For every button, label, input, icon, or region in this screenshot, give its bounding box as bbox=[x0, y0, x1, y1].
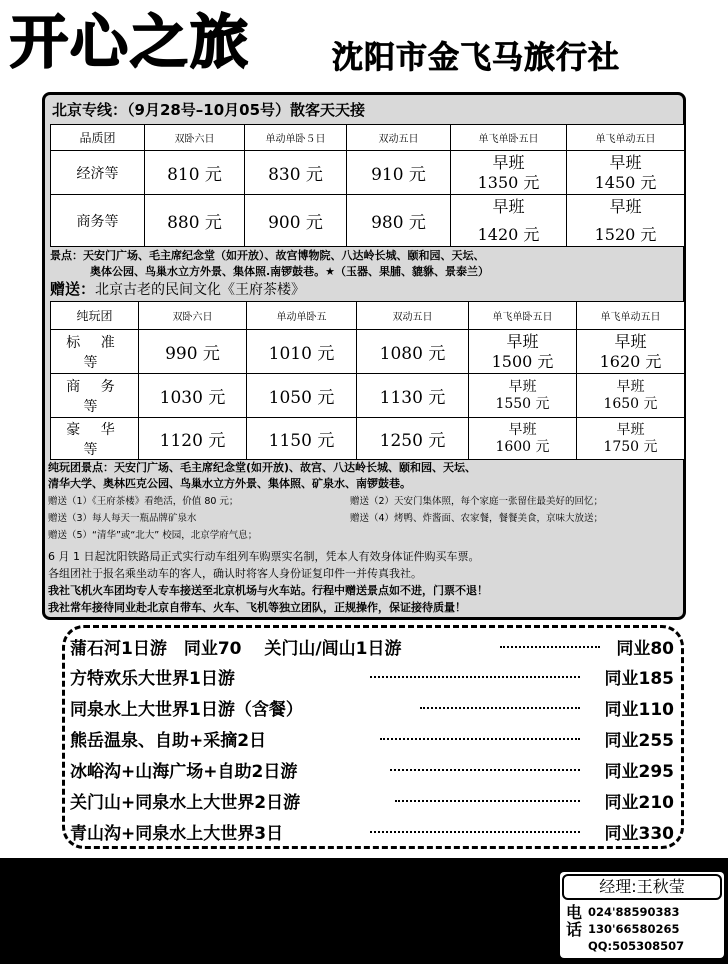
trip-row bbox=[70, 661, 678, 691]
tier-name: 商 务 等 bbox=[51, 374, 139, 418]
flight-price: 1450 元 bbox=[594, 172, 657, 192]
trip-name: 冰峪沟+山海广场+自助2日游 bbox=[70, 762, 298, 782]
flight-price-cell bbox=[451, 195, 567, 247]
table-row bbox=[51, 151, 685, 195]
contact-qq: QQ: 712013306 bbox=[262, 916, 411, 936]
table-header: 单飞单动五日 bbox=[567, 125, 685, 151]
flight-price-cell bbox=[451, 151, 567, 195]
trip-price: 同业80 bbox=[616, 639, 674, 659]
price-cell: 1150 元 bbox=[247, 418, 357, 460]
tel-label: 电话 bbox=[566, 903, 583, 939]
flight-price-cell bbox=[577, 330, 685, 374]
flight-class: 早班 bbox=[506, 331, 539, 351]
price-cell: 980 元 bbox=[347, 195, 451, 247]
table-header-row bbox=[51, 302, 685, 330]
trip-row bbox=[70, 631, 678, 661]
flight-price-cell bbox=[577, 418, 685, 460]
contact-qq: QQ: 712013305 bbox=[262, 894, 411, 914]
manager-qq: QQ:505308507 bbox=[588, 939, 685, 953]
price-cell: 900 元 bbox=[245, 195, 347, 247]
flight-price: 1600 元 bbox=[495, 438, 550, 455]
contact-phone: 024-24841345 bbox=[86, 872, 224, 892]
table-header: 单飞单卧五日 bbox=[469, 302, 577, 330]
flight-price-cell bbox=[469, 330, 577, 374]
price-cell: 910 元 bbox=[347, 151, 451, 195]
trip-price: 同业110 bbox=[604, 700, 674, 720]
contact-name: 嘉宝 bbox=[22, 872, 56, 892]
price-cell: 810 元 bbox=[145, 151, 245, 195]
flight-price: 1520 元 bbox=[594, 224, 657, 244]
flight-class: 早班 bbox=[609, 196, 642, 216]
trip-row bbox=[70, 723, 678, 753]
table-row bbox=[51, 374, 685, 418]
notice-line: 各组团社于报名乘坐动车的客人，确认时将客人身份证复印件一并传真我社。 bbox=[48, 567, 422, 580]
tier-name: 经济等 bbox=[51, 151, 145, 195]
gift-item: 赠送（3）每人每天一瓶品牌矿泉水 bbox=[48, 513, 197, 524]
flight-class: 早班 bbox=[614, 331, 647, 351]
flight-class: 早班 bbox=[508, 421, 537, 438]
trip-price: 同业255 bbox=[604, 731, 674, 751]
flight-price: 1550 元 bbox=[495, 395, 550, 412]
trip-name: 熊岳温泉、自助+采摘2日 bbox=[70, 731, 267, 751]
price-cell: 1010 元 bbox=[247, 330, 357, 374]
table-row bbox=[51, 195, 685, 247]
contact-phone: 024-24856953 bbox=[86, 916, 224, 936]
table-header: 单飞单动五日 bbox=[577, 302, 685, 330]
trip-name: 蒲石河1日游 同业70 关门山/闾山1日游 bbox=[70, 639, 402, 659]
table-row bbox=[51, 330, 685, 374]
trip-row bbox=[70, 816, 678, 846]
trip-name: 同泉水上大世界1日游（含餐） bbox=[70, 700, 303, 720]
scenic-spots-line: 景点：天安门广场、毛主席纪念堂（如开放）、故宫博物院、八达岭长城、颐和园、天坛、 bbox=[50, 249, 485, 262]
table-header: 单动单卧五 bbox=[247, 302, 357, 330]
flight-price-cell bbox=[469, 418, 577, 460]
trip-price: 同业295 bbox=[604, 762, 674, 782]
dotted-leader bbox=[380, 738, 580, 740]
dotted-leader bbox=[390, 769, 580, 771]
trip-row bbox=[70, 754, 678, 784]
table-header: 单动单卧５日 bbox=[245, 125, 347, 151]
dotted-leader bbox=[370, 676, 580, 678]
contact-name: 李伟 bbox=[22, 894, 56, 914]
flight-price-cell bbox=[567, 151, 685, 195]
tier-name: 标 准 等 bbox=[51, 330, 139, 374]
route-title: 北京专线：（9月28号–10月05号）散客天天接 bbox=[52, 101, 366, 119]
dotted-leader bbox=[370, 831, 580, 833]
price-cell: 1080 元 bbox=[357, 330, 469, 374]
flight-class: 早班 bbox=[492, 152, 525, 172]
trip-price: 同业330 bbox=[604, 824, 674, 844]
table-header: 双卧六日 bbox=[139, 302, 247, 330]
flight-class: 早班 bbox=[609, 152, 642, 172]
flight-class: 早班 bbox=[616, 421, 645, 438]
group-numbers: 金飞马群：148226267 开心之旅3群：15716756 bbox=[22, 938, 428, 958]
agency-name: 沈阳市金飞马旅行社 bbox=[332, 40, 620, 76]
manager-mobile: 130'66580265 bbox=[588, 922, 680, 936]
table-row bbox=[51, 418, 685, 460]
trip-row bbox=[70, 785, 678, 815]
gift-item: 赠送（5）“清华”或“北大” 校园，北京学府气息； bbox=[48, 530, 258, 541]
manager-phone: 024'88590383 bbox=[588, 905, 680, 919]
flight-price-cell bbox=[567, 195, 685, 247]
table-header: 双动五日 bbox=[357, 302, 469, 330]
price-cell: 1250 元 bbox=[357, 418, 469, 460]
flight-price: 1420 元 bbox=[477, 224, 540, 244]
trip-name: 关门山+同泉水上大世界2日游 bbox=[70, 793, 301, 813]
flight-price: 1500 元 bbox=[491, 351, 554, 371]
scenic-spots-line: 清华大学、奥林匹克公园、鸟巢水立方外景、集体照、矿泉水、南锣鼓巷。 bbox=[48, 477, 411, 490]
trip-name: 青山沟+同泉水上大世界3日 bbox=[70, 824, 284, 844]
tier-name: 豪 华 等 bbox=[51, 418, 139, 460]
notice-line: 6 月 1 日起沈阳铁路局正式实行动车组列车购票实名制，凭本人有效身体证件购买车票。 bbox=[48, 550, 480, 563]
flight-price: 1650 元 bbox=[603, 395, 658, 412]
flight-price-cell bbox=[469, 374, 577, 418]
price-cell: 880 元 bbox=[145, 195, 245, 247]
table-header: 品质团 bbox=[51, 125, 145, 151]
flight-class: 早班 bbox=[616, 378, 645, 395]
gift-line bbox=[50, 280, 305, 299]
price-cell: 1130 元 bbox=[357, 374, 469, 418]
contact-qq: QQ: 712013304 bbox=[262, 872, 411, 892]
dotted-leader bbox=[395, 800, 580, 802]
trip-name: 方特欢乐大世界1日游 bbox=[70, 669, 235, 689]
contact-name: 滕月 bbox=[22, 916, 56, 936]
scenic-spots-line: 纯玩团景点：天安门广场、毛主席纪念堂(如开放)、故宫、八达岭长城、颐和园、天坛、 bbox=[48, 461, 477, 474]
contact-phone: 024-24856953 bbox=[86, 894, 224, 914]
gift-item: 赠送（1）《王府茶楼》看绝活，价值 80 元； bbox=[48, 496, 239, 507]
brand-title: 开心之旅 bbox=[10, 8, 251, 76]
table-header-row bbox=[51, 125, 685, 151]
flight-price: 1350 元 bbox=[477, 172, 540, 192]
flight-price: 1750 元 bbox=[603, 438, 658, 455]
price-cell: 1050 元 bbox=[247, 374, 357, 418]
dotted-leader bbox=[500, 646, 600, 648]
manager-title: 经理:王秋莹 bbox=[562, 874, 722, 900]
price-cell: 1030 元 bbox=[139, 374, 247, 418]
price-cell: 990 元 bbox=[139, 330, 247, 374]
gift-item: 赠送（2）天安门集体照，每个家庭一张留住最美好的回忆； bbox=[350, 496, 604, 507]
table-header: 纯玩团 bbox=[51, 302, 139, 330]
flight-class: 早班 bbox=[508, 378, 537, 395]
dotted-leader bbox=[420, 707, 580, 709]
trip-price: 同业210 bbox=[604, 793, 674, 813]
table-header: 单飞单卧五日 bbox=[451, 125, 567, 151]
scenic-spots-line: 奥体公园、鸟巢水立方外景、集体照.南锣鼓巷。★（玉器、果脯、貔貅、景泰兰） bbox=[90, 265, 490, 278]
table-header: 双动五日 bbox=[347, 125, 451, 151]
trip-price: 同业185 bbox=[604, 669, 674, 689]
gift-item: 赠送（4）烤鸭、炸酱面、农家餐，餐餐美食，京味大放送； bbox=[350, 513, 604, 524]
trip-row bbox=[70, 692, 678, 722]
notice-line: 我社飞机火车团均专人专车接送至北京机场与火车站。行程中赠送景点如不进，门票不退！ bbox=[48, 584, 488, 597]
gift-label: 赠送： bbox=[50, 280, 96, 298]
table-header: 双卧六日 bbox=[145, 125, 245, 151]
manager-card bbox=[560, 872, 724, 958]
flight-price: 1620 元 bbox=[599, 351, 662, 371]
pure-play-tour-table bbox=[50, 301, 685, 460]
price-cell: 1120 元 bbox=[139, 418, 247, 460]
flight-price-cell bbox=[577, 374, 685, 418]
price-cell: 830 元 bbox=[245, 151, 347, 195]
tier-name: 商务等 bbox=[51, 195, 145, 247]
flight-class: 早班 bbox=[492, 196, 525, 216]
gift-text: 北京古老的民间文化《王府茶楼》 bbox=[95, 282, 306, 298]
notice-line: 我社常年接待同业赴北京自带车、火车、飞机等独立团队，正规操作，保证接待质量！ bbox=[48, 601, 466, 614]
quality-tour-table bbox=[50, 124, 685, 247]
